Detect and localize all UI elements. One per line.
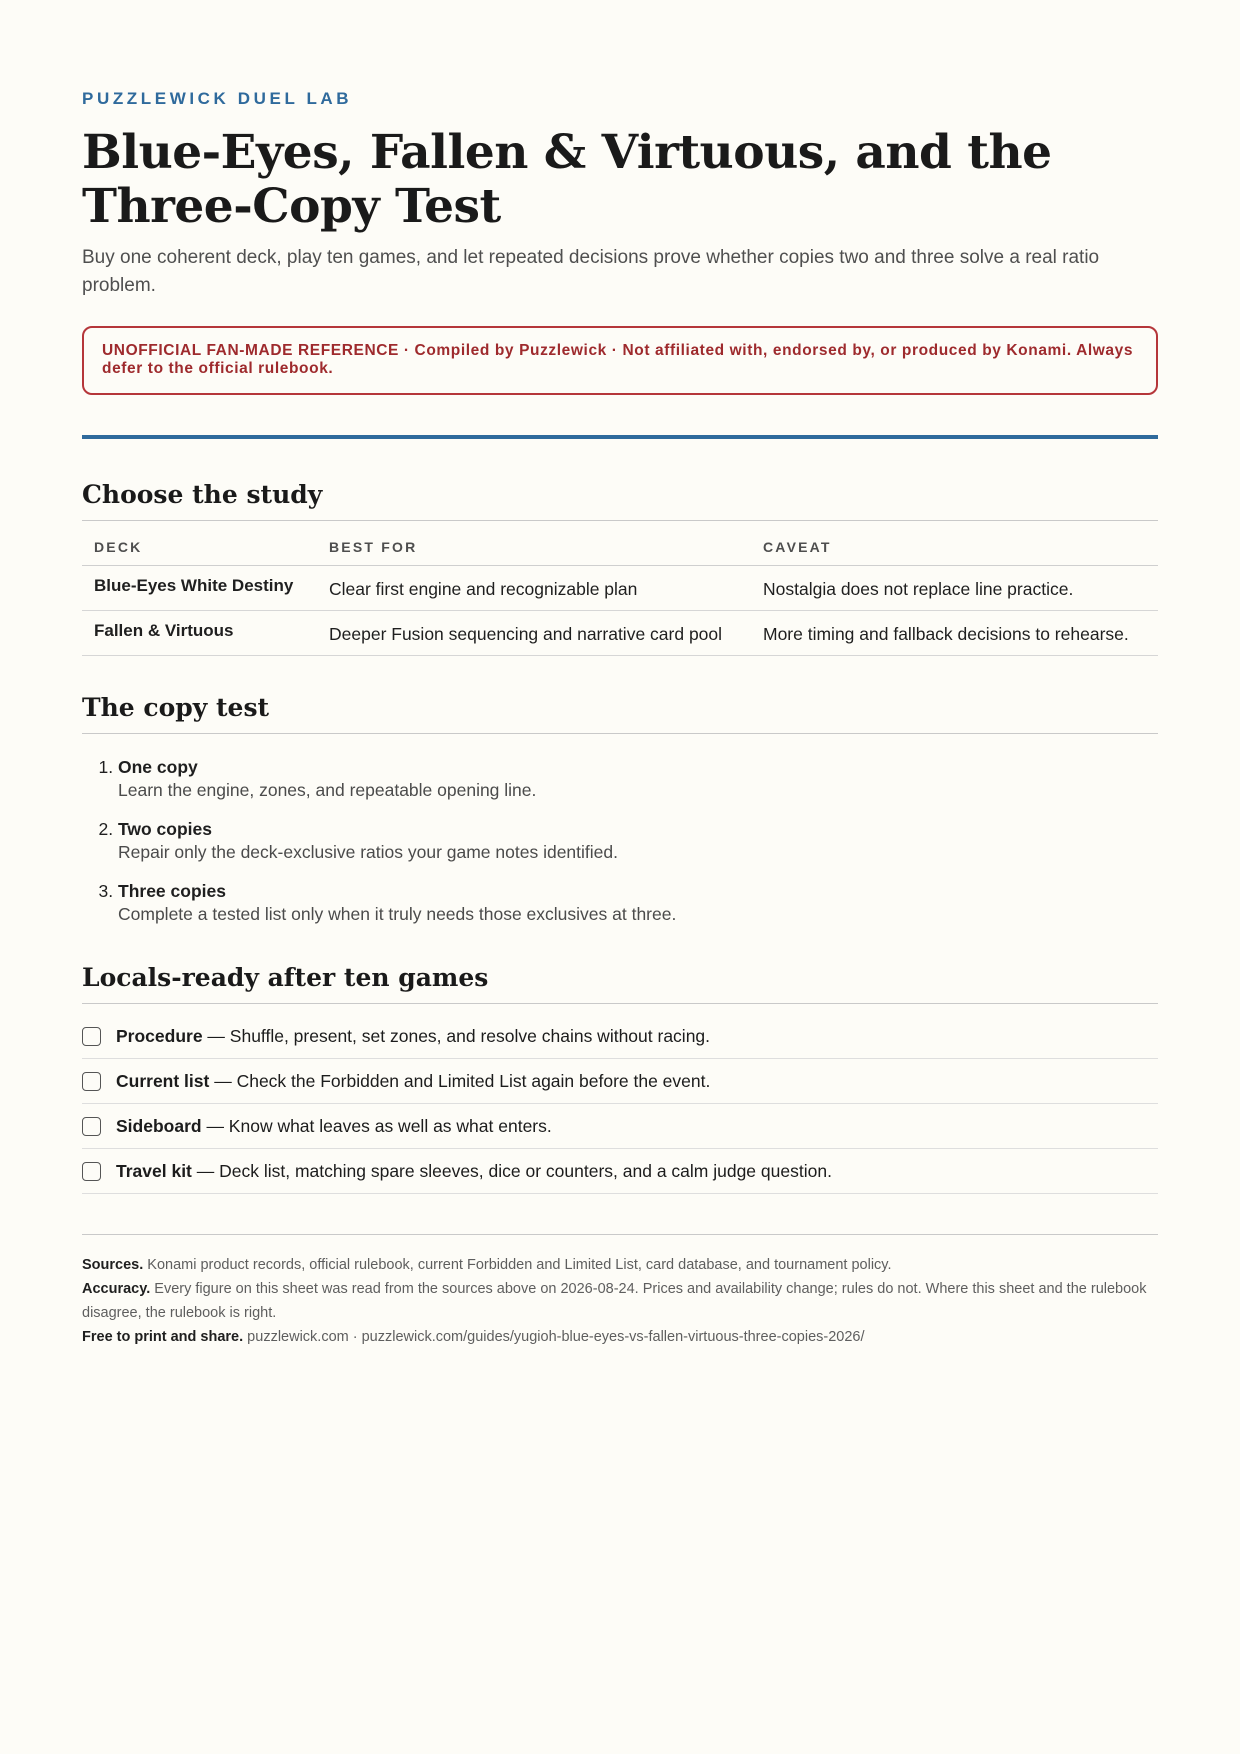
table-row xyxy=(82,566,1158,611)
step-description: Repair only the deck-exclusive ratios your game notes identified. xyxy=(118,842,618,862)
column-header-deck: DECK xyxy=(82,535,317,566)
list-item xyxy=(118,880,1158,926)
unofficial-notice: UNOFFICIAL FAN-MADE REFERENCE · Compiled by Puzzlewick · Not affiliated with, endorsed by, or produced by Konami. Always defer to the official rulebook. xyxy=(82,326,1158,395)
deck-cell: Blue-Eyes White Destiny xyxy=(82,566,317,611)
checklist-text xyxy=(116,1161,832,1182)
caveat-cell: Nostalgia does not replace line practice. xyxy=(751,566,1158,611)
step-title: 3. Three copies xyxy=(118,881,226,901)
copy-test-heading: The copy test xyxy=(82,692,1158,734)
checkbox[interactable] xyxy=(82,1162,101,1181)
checkbox[interactable] xyxy=(82,1072,101,1091)
locals-section xyxy=(82,962,1158,1194)
step-description: Complete a tested list only when it truly needs those exclusives at three. xyxy=(118,904,677,924)
accuracy-line xyxy=(82,1277,1158,1325)
column-header-caveat: CAVEAT xyxy=(751,535,1158,566)
accuracy-label: Accuracy. xyxy=(82,1281,151,1297)
sources-text: Konami product records, official rulebook, current Forbidden and Limited List, card database, and tournament policy. xyxy=(143,1257,892,1273)
checklist-term: Current list xyxy=(116,1070,210,1091)
step-description: Learn the engine, zones, and repeatable opening line. xyxy=(118,780,537,800)
checklist-text xyxy=(116,1071,710,1092)
step-title: 2. Two copies xyxy=(118,819,212,839)
checklist-detail: — Deck list, matching spare sleeves, dice or counters, and a calm judge question. xyxy=(191,1160,832,1181)
checklist-item xyxy=(82,1014,1158,1059)
study-section xyxy=(82,479,1158,656)
checklist-item xyxy=(82,1104,1158,1149)
list-item xyxy=(118,818,1158,864)
header-divider xyxy=(82,435,1158,439)
best-for-cell: Clear first engine and recognizable plan xyxy=(317,566,751,611)
list-item xyxy=(118,756,1158,802)
checkbox[interactable] xyxy=(82,1117,101,1136)
page xyxy=(82,0,1158,1349)
page-subtitle: Buy one coherent deck, play ten games, and let repeated decisions prove whether copies two and three solve a real ratio problem. xyxy=(82,247,1100,296)
checklist-term: Travel kit xyxy=(116,1160,192,1181)
table-row xyxy=(82,611,1158,656)
checklist-item xyxy=(82,1059,1158,1104)
caveat-cell: More timing and fallback decisions to rehearse. xyxy=(751,611,1158,656)
study-heading: Choose the study xyxy=(82,479,1158,521)
study-table xyxy=(82,535,1158,656)
deck-cell: Fallen & Virtuous xyxy=(82,611,317,656)
page-title: Blue-Eyes, Fallen & Virtuous, and the Three-Copy Test xyxy=(82,125,1052,234)
footer xyxy=(82,1234,1158,1349)
copy-test-section xyxy=(82,692,1158,926)
sources-line xyxy=(82,1253,1158,1277)
checklist-term: Sideboard xyxy=(116,1115,202,1136)
sources-label: Sources. xyxy=(82,1257,144,1273)
accuracy-text: Every figure on this sheet was read from the sources above on 2026-08-24. Prices and availability change; rules do not. Where this sheet and the rulebook disagree, the rulebook is right. xyxy=(82,1281,1147,1321)
step-title: 1. One copy xyxy=(118,757,198,777)
share-line xyxy=(82,1325,1158,1349)
checkbox[interactable] xyxy=(82,1027,101,1046)
locals-checklist xyxy=(82,1014,1158,1194)
checklist-detail: — Shuffle, present, set zones, and resolve chains without racing. xyxy=(202,1025,711,1046)
best-for-cell: Deeper Fusion sequencing and narrative card pool xyxy=(317,611,751,656)
brand-label: PUZZLEWICK DUEL LAB xyxy=(82,89,353,108)
copy-steps-list xyxy=(82,756,1158,926)
checklist-term: Procedure xyxy=(116,1025,203,1046)
checklist-text xyxy=(116,1026,710,1047)
column-header-best-for: BEST FOR xyxy=(317,535,751,566)
checklist-text xyxy=(116,1116,552,1137)
locals-heading: Locals-ready after ten games xyxy=(82,962,1158,1004)
checklist-item xyxy=(82,1149,1158,1194)
share-label: Free to print and share. xyxy=(82,1329,244,1345)
table-header-row xyxy=(82,535,1158,566)
checklist-detail: — Know what leaves as well as what enters. xyxy=(201,1115,552,1136)
checklist-detail: — Check the Forbidden and Limited List again before the event. xyxy=(209,1070,711,1091)
share-text[interactable]: puzzlewick.com · puzzlewick.com/guides/yugioh-blue-eyes-vs-fallen-virtuous-three-copies-2026/ xyxy=(243,1329,865,1345)
